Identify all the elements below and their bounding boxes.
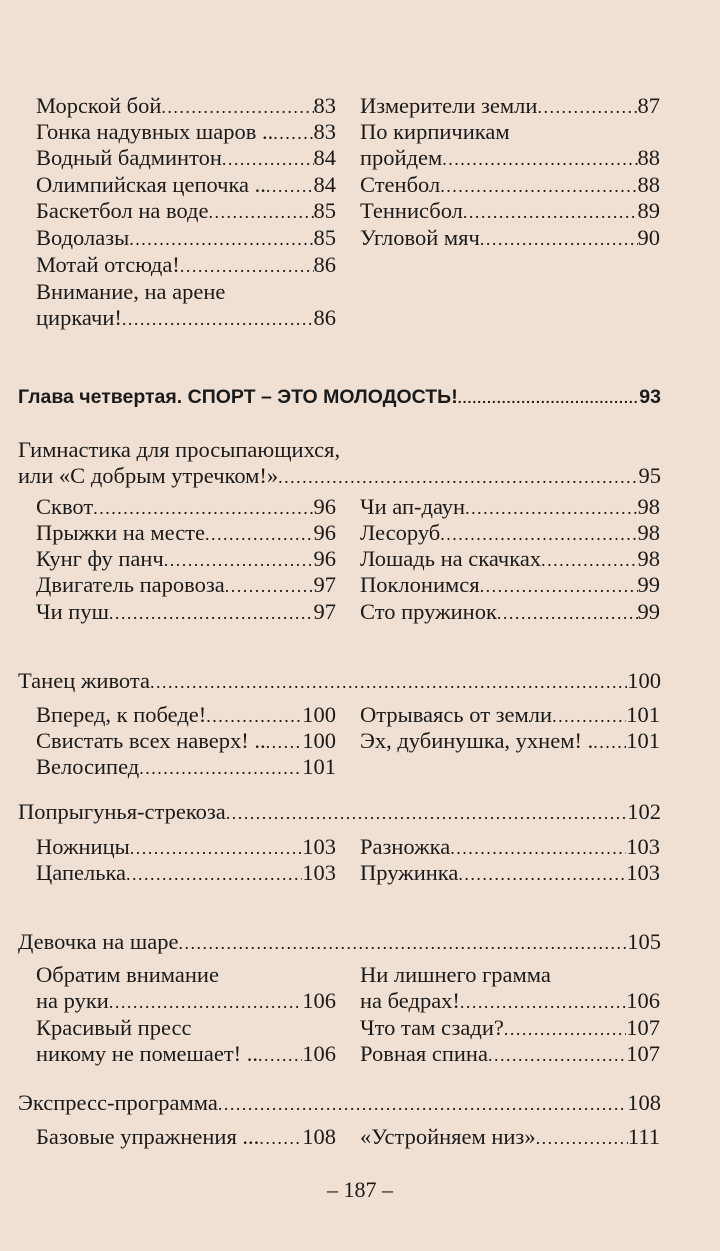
- section-title: Танец живота: [18, 668, 150, 693]
- toc-entry: [360, 225, 660, 252]
- entry-title: Измерители земли: [360, 93, 538, 118]
- entry-title: Прыжки на месте: [36, 520, 206, 545]
- entry-title: Кунг фу панч: [36, 546, 164, 571]
- entry-title: на бедрах!: [360, 988, 460, 1014]
- entry-page: 98: [637, 520, 660, 545]
- entry-title-line1: По кирпичикам: [360, 119, 510, 144]
- toc-entry: [360, 1015, 660, 1042]
- entry-title: Лесоруб: [360, 520, 441, 545]
- entry-page: 96: [313, 494, 336, 519]
- entry-title: Что там сзади?: [360, 1015, 504, 1040]
- toc-entry: [36, 1015, 336, 1069]
- toc-entry: [36, 172, 336, 199]
- entry-page: 103: [626, 834, 660, 859]
- entry-page: 85: [313, 198, 336, 223]
- toc-entry: [36, 1124, 336, 1151]
- entry-page: 98: [637, 546, 660, 571]
- section-heading: [18, 799, 661, 826]
- entry-page: 100: [302, 702, 336, 727]
- entry-page: 107: [626, 1041, 660, 1066]
- entry-title: Эх, дубинушка, ухнем! .: [360, 728, 594, 753]
- chapter-heading: [18, 384, 661, 411]
- entry-page: 106: [302, 988, 336, 1014]
- entry-page: 84: [313, 172, 336, 197]
- section-heading: [18, 437, 661, 491]
- entry-page: 96: [313, 520, 336, 545]
- entry-page: 96: [313, 546, 336, 571]
- entry-page: 84: [313, 145, 336, 170]
- entry-title: Отрываясь от земли: [360, 702, 553, 727]
- entry-page: 111: [627, 1124, 660, 1149]
- section-title-line1: Гимнастика для просыпающихся,: [18, 437, 341, 462]
- entry-title: Чи пуш: [36, 599, 109, 624]
- toc-entry: [360, 572, 660, 599]
- toc-entry: [360, 860, 660, 887]
- entry-page: 99: [637, 572, 660, 597]
- toc-entry: [360, 702, 660, 729]
- toc-entry: [360, 198, 660, 225]
- entry-title: никому не помешает! ..: [36, 1041, 259, 1067]
- entry-page: 97: [313, 572, 336, 597]
- toc-entry: [360, 599, 660, 626]
- toc-entry: [360, 520, 660, 547]
- entry-page: 100: [302, 728, 336, 753]
- entry-title: Цапелька: [36, 860, 127, 885]
- section-heading: [18, 1090, 661, 1117]
- entry-title: Вперед, к победе!: [36, 702, 207, 727]
- toc-entry: [360, 494, 660, 521]
- toc-entry: [360, 728, 660, 755]
- section-page: 108: [627, 1090, 661, 1115]
- entry-page: 103: [302, 860, 336, 885]
- section-heading: [18, 668, 661, 695]
- entry-title: Баскетбол на воде: [36, 198, 209, 223]
- entry-page: 89: [637, 198, 660, 223]
- entry-page: 90: [637, 225, 660, 250]
- entry-title-line1: Красивый пресс: [36, 1015, 192, 1040]
- entry-title: циркачи!: [36, 305, 122, 331]
- entry-page: 106: [626, 988, 660, 1014]
- entry-title: Свистать всех наверх! ..: [36, 728, 266, 753]
- toc-entry: [36, 728, 336, 755]
- toc-entry: [36, 145, 336, 172]
- entry-title: пройдем: [360, 145, 443, 171]
- entry-page: 97: [313, 599, 336, 624]
- entry-title: Чи ап-даун: [360, 494, 466, 519]
- entry-page: 86: [313, 305, 336, 331]
- section-title: Попрыгунья-стрекоза: [18, 799, 226, 824]
- entry-page: 106: [302, 1041, 336, 1067]
- entry-title: на руки: [36, 988, 109, 1014]
- entry-page: 88: [637, 172, 660, 197]
- section-page: 100: [627, 668, 661, 693]
- entry-page: 107: [626, 1015, 660, 1040]
- entry-page: 99: [637, 599, 660, 624]
- entry-page: 101: [302, 754, 336, 779]
- entry-page: 103: [302, 834, 336, 859]
- entry-title: Велосипед: [36, 754, 140, 779]
- entry-page: 83: [313, 119, 336, 144]
- entry-title: Стенбол: [360, 172, 441, 197]
- entry-title-line1: Обратим внимание: [36, 962, 219, 987]
- entry-title: Сквот: [36, 494, 94, 519]
- toc-entry: [360, 962, 660, 1016]
- toc-entry: [360, 172, 660, 199]
- entry-title: Ножницы: [36, 834, 130, 859]
- entry-title: Поклонимся: [360, 572, 480, 597]
- toc-entry: [360, 119, 660, 173]
- entry-page: 108: [302, 1124, 336, 1149]
- section-page: 95: [638, 463, 661, 489]
- toc-entry: [36, 599, 336, 626]
- entry-page: 83: [313, 93, 336, 118]
- entry-page: 101: [626, 728, 660, 753]
- entry-title: Водный бадминтон: [36, 145, 222, 170]
- toc-entry: [36, 572, 336, 599]
- toc-entry: [36, 754, 336, 781]
- page-number: – 187 –: [327, 1177, 393, 1202]
- entry-title-line1: Ни лишнего грамма: [360, 962, 551, 987]
- section-page: 102: [627, 799, 661, 824]
- entry-title: Олимпийская цепочка ..: [36, 172, 266, 197]
- entry-page: 103: [626, 860, 660, 885]
- entry-title-line1: Внимание, на арене: [36, 279, 226, 304]
- chapter-page: 93: [639, 386, 661, 408]
- entry-title: Базовые упражнения ...: [36, 1124, 260, 1149]
- entry-title: Двигатель паровоза: [36, 572, 225, 597]
- entry-title: Теннисбол: [360, 198, 463, 223]
- toc-entry: [36, 279, 336, 333]
- section-page: 105: [627, 929, 661, 954]
- entry-page: 88: [637, 145, 660, 171]
- entry-title: Разножка: [360, 834, 451, 859]
- toc-entry: [360, 93, 660, 120]
- entry-title: Морской бой: [36, 93, 162, 118]
- toc-entry: [360, 834, 660, 861]
- toc-entry: [36, 252, 336, 279]
- toc-entry: [360, 1124, 660, 1151]
- section-title: Девочка на шаре: [18, 929, 179, 954]
- entry-page: 98: [637, 494, 660, 519]
- toc-entry: [36, 494, 336, 521]
- entry-title: Водолазы: [36, 225, 130, 250]
- entry-title: Пружинка: [360, 860, 459, 885]
- section-title: или «С добрым утречком!»: [18, 463, 279, 489]
- entry-title: Ровная спина: [360, 1041, 488, 1066]
- entry-page: 86: [313, 252, 336, 277]
- toc-entry: [36, 119, 336, 146]
- section-title: Экспресс-программа: [18, 1090, 218, 1115]
- entry-page: 101: [626, 702, 660, 727]
- section-heading: [18, 929, 661, 956]
- toc-entry: [36, 702, 336, 729]
- toc-entry: [360, 546, 660, 573]
- toc-entry: [36, 520, 336, 547]
- entry-title: Гонка надувных шаров ..: [36, 119, 274, 144]
- entry-title: Лошадь на скачках: [360, 546, 542, 571]
- toc-entry: [36, 962, 336, 1016]
- toc-entry: [36, 834, 336, 861]
- toc-entry: [360, 1041, 660, 1068]
- entry-title: Угловой мяч: [360, 225, 480, 250]
- toc-entry: [36, 546, 336, 573]
- toc-entry: [36, 93, 336, 120]
- entry-title: Мотай отсюда!: [36, 252, 180, 277]
- toc-entry: [36, 225, 336, 252]
- entry-page: 85: [313, 225, 336, 250]
- entry-title: «Устройняем низ»: [360, 1124, 536, 1149]
- chapter-title: Глава четвертая. СПОРТ – ЭТО МОЛОДОСТЬ!: [18, 386, 458, 408]
- entry-page: 87: [637, 93, 660, 118]
- toc-entry: [36, 860, 336, 887]
- entry-title: Сто пружинок: [360, 599, 497, 624]
- toc-entry: [36, 198, 336, 225]
